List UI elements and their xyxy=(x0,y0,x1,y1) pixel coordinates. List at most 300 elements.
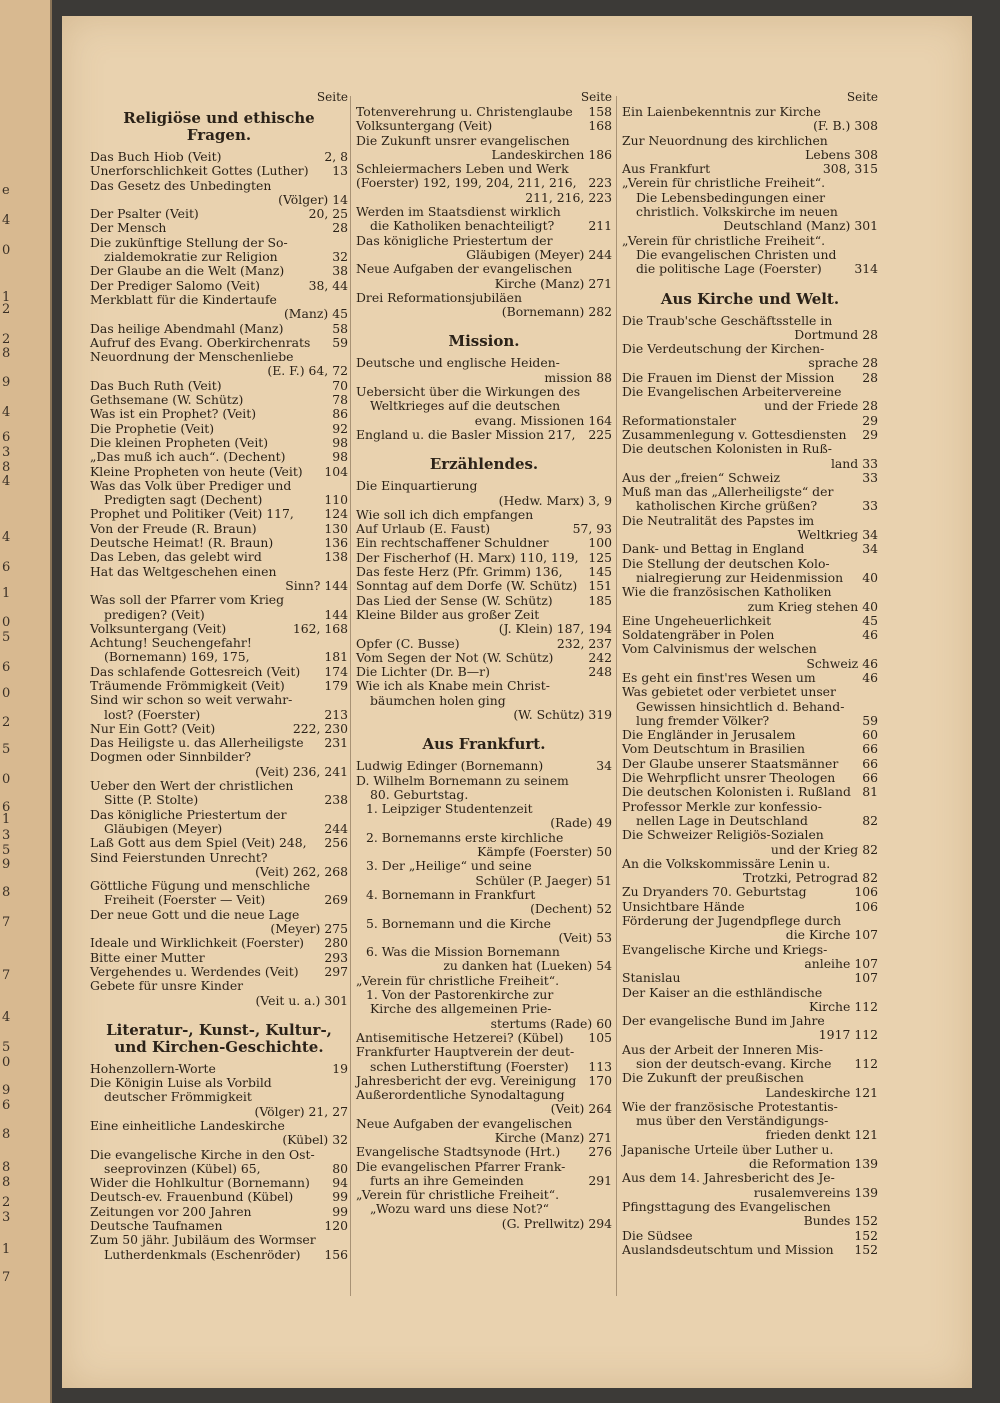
margin-digit: 9 xyxy=(2,1083,11,1098)
entry-line xyxy=(356,1131,612,1145)
entry-line xyxy=(90,994,348,1008)
page-number: 138 xyxy=(324,549,348,565)
entry-title: Evangelische Kirche und Kriegs- xyxy=(622,941,828,957)
entry-title: Volksuntergang (Veit) xyxy=(90,620,227,636)
entry-title: rusalemvereins xyxy=(753,1184,851,1200)
entry-title: An die Volkskommissäre Lenin u. xyxy=(622,855,831,871)
page-number: 213 xyxy=(324,706,348,722)
entry-title: Die evangelische Kirche in den Ost- xyxy=(90,1146,315,1162)
entry-line xyxy=(622,219,878,233)
index-entry xyxy=(356,1074,612,1088)
index-entry xyxy=(622,105,878,134)
margin-digit: 8 xyxy=(2,460,11,475)
margin-digit: 4 xyxy=(2,474,11,489)
index-entry xyxy=(90,221,348,235)
entry-title: (Veit) 236, xyxy=(255,763,321,779)
seite-label: Seite xyxy=(846,90,878,104)
margin-digit: 3 xyxy=(2,828,11,843)
entry-line xyxy=(622,262,878,276)
entry-line xyxy=(90,1248,348,1262)
index-entry xyxy=(622,1243,878,1257)
entry-title: Gläubigen (Meyer) xyxy=(466,246,585,262)
entry-line xyxy=(90,636,348,650)
entry-title: Eine einheitliche Landeskirche xyxy=(90,1118,285,1133)
page-number: 81 xyxy=(862,784,878,800)
entry-line xyxy=(90,164,348,178)
index-entry xyxy=(90,1205,348,1219)
page-number: 168 xyxy=(588,118,612,134)
entry-title: Wider die Hohlkultur (Bornemann) xyxy=(90,1175,310,1191)
entry-title: Freiheit (Foerster — Veit) xyxy=(104,892,266,908)
entry-line xyxy=(622,356,878,370)
entry-line xyxy=(90,179,348,193)
index-entry xyxy=(356,594,612,608)
margin-digit: 1 xyxy=(2,290,11,305)
entry-line xyxy=(90,493,348,507)
entry-line xyxy=(356,219,612,233)
entry-line xyxy=(622,371,878,385)
page-number: 244 xyxy=(324,820,348,836)
entry-line xyxy=(622,119,878,133)
index-entry xyxy=(90,951,348,965)
entry-line xyxy=(90,1233,348,1247)
index-entry xyxy=(622,1229,878,1243)
entry-line xyxy=(622,1114,878,1128)
index-entry xyxy=(356,1160,612,1189)
entry-line xyxy=(622,471,878,485)
index-entry xyxy=(90,965,348,979)
index-entry xyxy=(90,350,348,379)
margin-digit: 8 xyxy=(2,1127,11,1142)
index-entry xyxy=(622,428,878,442)
entry-title: sprache xyxy=(808,355,859,371)
entry-title: Der Psalter (Veit) xyxy=(90,206,199,222)
entry-line xyxy=(622,205,878,219)
entry-title: Vergehendes u. Werdendes (Veit) xyxy=(90,963,299,979)
index-entry xyxy=(90,465,348,479)
page-number: 98 xyxy=(332,449,348,465)
index-entry xyxy=(356,1031,612,1045)
entry-line xyxy=(622,1057,878,1071)
page-number: 241 xyxy=(324,763,348,779)
entry-line xyxy=(622,1157,878,1171)
page-number: 280 xyxy=(324,935,348,951)
entry-title: lung fremder Völker? xyxy=(636,712,770,728)
entry-line xyxy=(622,657,878,671)
index-entry xyxy=(90,336,348,350)
entry-title: furts an ihre Gemeinden xyxy=(370,1172,524,1188)
page-number: 33 xyxy=(862,455,878,471)
entry-line xyxy=(622,700,878,714)
entry-title: die Katholiken benachteiligt? xyxy=(370,218,555,234)
page-number: 107 xyxy=(854,955,878,971)
entry-line xyxy=(356,536,612,550)
entry-title: Ideale und Wirklichkeit (Foerster) xyxy=(90,935,304,951)
entry-line xyxy=(356,522,612,536)
page-number: 282 xyxy=(588,304,612,320)
page-number: 139 xyxy=(854,1156,878,1172)
page-number: 60 xyxy=(862,727,878,743)
page-number: 105 xyxy=(588,1029,612,1045)
column-divider xyxy=(616,96,617,1296)
entry-line xyxy=(356,988,612,1002)
entry-line xyxy=(356,385,612,399)
entry-title: Volksuntergang (Veit) xyxy=(356,118,493,134)
entry-line xyxy=(356,1217,612,1231)
margin-digit: 6 xyxy=(2,560,11,575)
entry-line xyxy=(90,193,348,207)
page-number: 174 xyxy=(324,663,348,679)
entry-title: sion der deutsch-evang. Kirche xyxy=(636,1056,832,1071)
index-entry xyxy=(90,879,348,908)
entry-title: (Kübel) xyxy=(282,1132,329,1148)
entry-line xyxy=(622,871,878,885)
index-entry xyxy=(90,1190,348,1204)
entry-title: Wie der französische Protestantis- xyxy=(622,1098,838,1114)
entry-title: 5. Bornemann und die Kirche xyxy=(366,915,551,931)
page-number: 271 xyxy=(588,275,612,291)
page-number: 46 xyxy=(862,669,878,685)
entry-title: Bundes xyxy=(803,1213,851,1229)
entry-title: Was gebietet oder verbietet unser xyxy=(622,684,836,700)
entry-title: 1. Von der Pastorenkirche zur xyxy=(366,987,554,1003)
entry-title: Die evangelischen Christen und xyxy=(636,246,837,262)
entry-title: die politische Lage (Foerster) xyxy=(636,261,822,277)
entry-line xyxy=(90,436,348,450)
entry-line xyxy=(622,162,878,176)
entry-title: Wie ich als Knabe mein Christ- xyxy=(356,678,550,694)
margin-digit: 6 xyxy=(2,660,11,675)
index-entry xyxy=(90,236,348,265)
index-entry xyxy=(356,831,612,860)
entry-line xyxy=(622,385,878,399)
entry-line xyxy=(622,1214,878,1228)
entry-title: Die Zukunft unsrer evangelischen xyxy=(356,132,570,148)
index-entry xyxy=(356,1188,612,1231)
entry-title: Unsichtbare Hände xyxy=(622,898,745,914)
margin-digit: 8 xyxy=(2,1175,11,1190)
margin-digit: 0 xyxy=(2,1055,11,1070)
section-heading: Aus Frankfurt. xyxy=(422,735,546,754)
entry-line xyxy=(622,1086,878,1100)
index-entry xyxy=(622,585,878,614)
margin-digit: 6 xyxy=(2,1098,11,1113)
entry-title: Professor Merkle zur konfessio- xyxy=(622,798,822,814)
entry-line xyxy=(622,442,878,456)
entry-line xyxy=(356,694,612,708)
index-entry xyxy=(622,986,878,1015)
entry-title: (Manz) xyxy=(283,306,329,322)
entry-title: 3. Der „Heilige“ und seine xyxy=(366,858,532,874)
index-entry xyxy=(90,908,348,937)
page-number: 19 xyxy=(332,1060,348,1076)
entry-line xyxy=(90,550,348,564)
page-number: 33 xyxy=(862,469,878,485)
index-entry xyxy=(622,1200,878,1229)
entry-line xyxy=(90,736,348,750)
entry-title: evang. Missionen xyxy=(474,412,585,428)
index-entry xyxy=(356,551,612,565)
page-number: 29 xyxy=(862,426,878,442)
entry-line xyxy=(356,1202,612,1216)
index-entry xyxy=(356,1088,612,1117)
page-number: 45 xyxy=(332,306,348,322)
margin-digit: 0 xyxy=(2,615,11,630)
entry-line xyxy=(90,264,348,278)
entry-line xyxy=(622,485,878,499)
entry-line xyxy=(90,422,348,436)
entry-line xyxy=(90,450,348,464)
entry-line xyxy=(622,457,878,471)
entry-line xyxy=(356,1102,612,1116)
entry-title: Die deutschen Kolonisten in Ruß- xyxy=(622,441,832,457)
entry-title: Lutherdenkmals (Eschenröder) xyxy=(104,1246,301,1262)
page-number: 301 xyxy=(854,218,878,234)
entry-title: Die zukünftige Stellung der So- xyxy=(90,234,288,250)
entry-title: Außerordentliche Synodaltagung xyxy=(356,1087,565,1103)
entry-line xyxy=(90,307,348,321)
entry-title: (Völger) 21, xyxy=(254,1103,329,1119)
index-entry xyxy=(356,651,612,665)
entry-line xyxy=(622,943,878,957)
index-entry xyxy=(622,342,878,371)
index-entry xyxy=(90,150,348,164)
entry-title: Achtung! Seuchengefahr! xyxy=(90,635,252,651)
entry-line xyxy=(356,816,612,830)
entry-line xyxy=(90,822,348,836)
section-heading: Religiöse und ethische Fragen. xyxy=(123,109,315,144)
entry-line xyxy=(622,414,878,428)
entry-title: Antisemitische Hetzerei? (Kübel) xyxy=(356,1029,564,1045)
entry-title: England u. die Basler Mission 217, xyxy=(356,426,576,442)
entry-line xyxy=(90,479,348,493)
entry-title: Die Traub'sche Geschäftsstelle in xyxy=(622,312,833,328)
entry-line xyxy=(622,785,878,799)
entry-title: „Verein für christliche Freiheit“. xyxy=(356,1187,560,1203)
entry-title: Deutsche Taufnamen xyxy=(90,1218,223,1234)
page-number: 156 xyxy=(324,1246,348,1262)
page-number: 308 xyxy=(854,118,878,134)
entry-line xyxy=(356,1174,612,1188)
entry-title: Eine Ungeheuerlichkeit xyxy=(622,612,772,628)
page-number: 51 xyxy=(596,872,612,888)
entry-line xyxy=(356,665,612,679)
entry-line xyxy=(356,1045,612,1059)
page-number: 58 xyxy=(332,320,348,336)
margin-digit: 5 xyxy=(2,843,11,858)
entry-title: deutscher Frömmigkeit xyxy=(104,1089,252,1105)
page-number: 94 xyxy=(332,1175,348,1191)
entry-line xyxy=(90,1148,348,1162)
page-number: 223 xyxy=(588,189,612,205)
page-number: 136 xyxy=(324,535,348,551)
entry-line xyxy=(90,250,348,264)
index-entry xyxy=(356,679,612,722)
entry-title: (Veit) xyxy=(558,929,593,945)
entry-title: Auslandsdeutschtum und Mission xyxy=(622,1241,834,1257)
entry-line xyxy=(356,176,612,190)
entry-title: „Verein für christliche Freiheit“. xyxy=(356,972,560,988)
page-number: 34 xyxy=(862,541,878,557)
entry-title: nellen Lage in Deutschland xyxy=(636,812,808,828)
index-entry xyxy=(622,914,878,943)
entry-title: Schleiermachers Leben und Werk xyxy=(356,161,569,177)
page-number: 86 xyxy=(332,406,348,422)
page-number: 28 xyxy=(862,398,878,414)
margin-digit: 3 xyxy=(2,445,11,460)
index-entry xyxy=(622,1043,878,1072)
page-number: 112 xyxy=(854,1056,878,1071)
page-number: 231 xyxy=(324,735,348,751)
entry-line xyxy=(356,931,612,945)
entry-title: (Veit u. a.) xyxy=(255,992,321,1008)
entry-title: Kirche xyxy=(808,998,851,1014)
entry-line xyxy=(356,494,612,508)
entry-title: 80. Geburtstag. xyxy=(370,786,469,802)
entry-title: Die Zukunft der preußischen xyxy=(622,1070,804,1086)
entry-title: Vom Calvinismus der welschen xyxy=(622,641,817,657)
page-number: 88 xyxy=(596,369,612,385)
entry-line xyxy=(90,779,348,793)
entry-line xyxy=(90,221,348,235)
entry-title: Der Kaiser an die esthländische xyxy=(622,984,823,1000)
entry-title: Das Leben, das gelebt wird xyxy=(90,549,262,565)
entry-line xyxy=(622,614,878,628)
page-number: 2, 8 xyxy=(324,149,348,164)
entry-line xyxy=(90,836,348,850)
index-entry xyxy=(622,514,878,543)
entry-title: Kämpfe (Foerster) xyxy=(477,844,593,860)
entry-line xyxy=(356,1017,612,1031)
entry-line xyxy=(622,828,878,842)
page-number: 82 xyxy=(862,841,878,857)
index-entry xyxy=(90,536,348,550)
entry-title: Der Prediger Salomo (Veit) xyxy=(90,277,260,293)
index-entry xyxy=(356,565,612,579)
entry-title: Sind wir schon so weit verwahr- xyxy=(90,692,293,708)
entry-title: Kleine Bilder aus großer Zeit xyxy=(356,606,540,622)
index-entry xyxy=(90,1219,348,1233)
entry-title: Deutsch-ev. Frauenbund (Kübel) xyxy=(90,1189,294,1205)
entry-line xyxy=(90,951,348,965)
index-entry xyxy=(622,314,878,343)
entry-title: Aus dem 14. Jahresbericht des Je- xyxy=(622,1170,835,1186)
entry-title: Jahresbericht der evg. Vereinigung xyxy=(356,1072,577,1088)
entry-line xyxy=(356,565,612,579)
page-number: 256 xyxy=(324,835,348,851)
entry-title: 2. Bornemanns erste kirchliche xyxy=(366,829,564,845)
index-entry xyxy=(356,536,612,550)
entry-title: 6. Was die Mission Bornemann xyxy=(366,944,560,960)
section-heading: Mission. xyxy=(448,332,520,351)
entry-title: Zusammenlegung v. Gottesdiensten xyxy=(622,426,847,442)
entry-title: 1917 xyxy=(818,1027,851,1043)
index-entry xyxy=(90,1148,348,1177)
entry-line xyxy=(90,522,348,536)
index-entry xyxy=(622,614,878,628)
entry-line xyxy=(356,831,612,845)
margin-digit: e xyxy=(2,183,10,198)
entry-title: Gewissen hinsichtlich d. Behand- xyxy=(636,698,845,714)
page-number: 99 xyxy=(332,1189,348,1205)
page-number: 59 xyxy=(862,712,878,728)
entry-title: zialdemokratie zur Religion xyxy=(104,249,278,265)
index-entry xyxy=(622,1100,878,1143)
page-number: 38, 44 xyxy=(308,277,348,293)
entry-line xyxy=(90,750,348,764)
entry-line xyxy=(622,685,878,699)
section-heading: Erzählendes. xyxy=(429,455,539,474)
page-number: 78 xyxy=(332,392,348,408)
entry-line xyxy=(356,234,612,248)
index-entry xyxy=(90,322,348,336)
entry-line xyxy=(356,1088,612,1102)
index-entry xyxy=(622,162,878,176)
entry-line xyxy=(622,1043,878,1057)
entry-line xyxy=(90,765,348,779)
page-number: 162, 168 xyxy=(292,620,348,636)
entry-title: Neue Aufgaben der evangelischen xyxy=(356,261,573,277)
index-entry xyxy=(90,279,348,293)
entry-line xyxy=(622,885,878,899)
entry-line xyxy=(356,802,612,816)
index-page xyxy=(62,16,972,1388)
index-entry xyxy=(356,974,612,1031)
entry-title: Ludwig Edinger (Bornemann) xyxy=(356,758,544,774)
entry-line xyxy=(622,757,878,771)
entry-line xyxy=(356,356,612,370)
entry-title: die Reformation xyxy=(749,1156,851,1172)
page-number: 238 xyxy=(324,792,348,808)
entry-line xyxy=(356,845,612,859)
page-number: 194 xyxy=(588,621,612,637)
column-1 xyxy=(90,90,348,1262)
margin-digit: 2 xyxy=(2,1195,11,1210)
entry-line xyxy=(90,1119,348,1133)
page-number: 179 xyxy=(324,677,348,693)
page-number: 28 xyxy=(862,326,878,342)
entry-line xyxy=(622,843,878,857)
seite-label: Seite xyxy=(316,90,348,104)
entry-line xyxy=(90,1190,348,1204)
entry-title: Evangelische Stadtsynode (Hrt.) xyxy=(356,1144,561,1160)
entry-title: Das königliche Priestertum der xyxy=(90,806,287,822)
page-number: 32 xyxy=(332,1132,348,1148)
page-number: 276 xyxy=(588,1144,612,1160)
entry-line xyxy=(356,1145,612,1159)
entry-title: (Rade) xyxy=(550,815,593,831)
page-number: 151 xyxy=(588,578,612,594)
entry-title: Vom Segen der Not (W. Schütz) xyxy=(356,649,554,665)
entry-title: Die Prophetie (Veit) xyxy=(90,420,215,436)
index-entry xyxy=(356,428,612,442)
entry-line xyxy=(90,879,348,893)
entry-title: Von der Freude (R. Braun) xyxy=(90,520,257,536)
entry-line xyxy=(356,679,612,693)
margin-digit: 9 xyxy=(2,375,11,390)
page-number: 106 xyxy=(854,884,878,900)
index-entry xyxy=(356,134,612,163)
entry-title: Die Lichter (Dr. B—r) xyxy=(356,664,490,680)
entry-title: Was ist ein Prophet? (Veit) xyxy=(90,406,257,422)
entry-title: Das feste Herz (Pfr. Grimm) 136, xyxy=(356,564,563,580)
entry-line xyxy=(622,1100,878,1114)
entry-line xyxy=(622,800,878,814)
entry-line xyxy=(90,1105,348,1119)
margin-digit: 1 xyxy=(2,812,11,827)
entry-title: Was soll der Pfarrer vom Krieg xyxy=(90,592,285,608)
entry-line xyxy=(356,291,612,305)
